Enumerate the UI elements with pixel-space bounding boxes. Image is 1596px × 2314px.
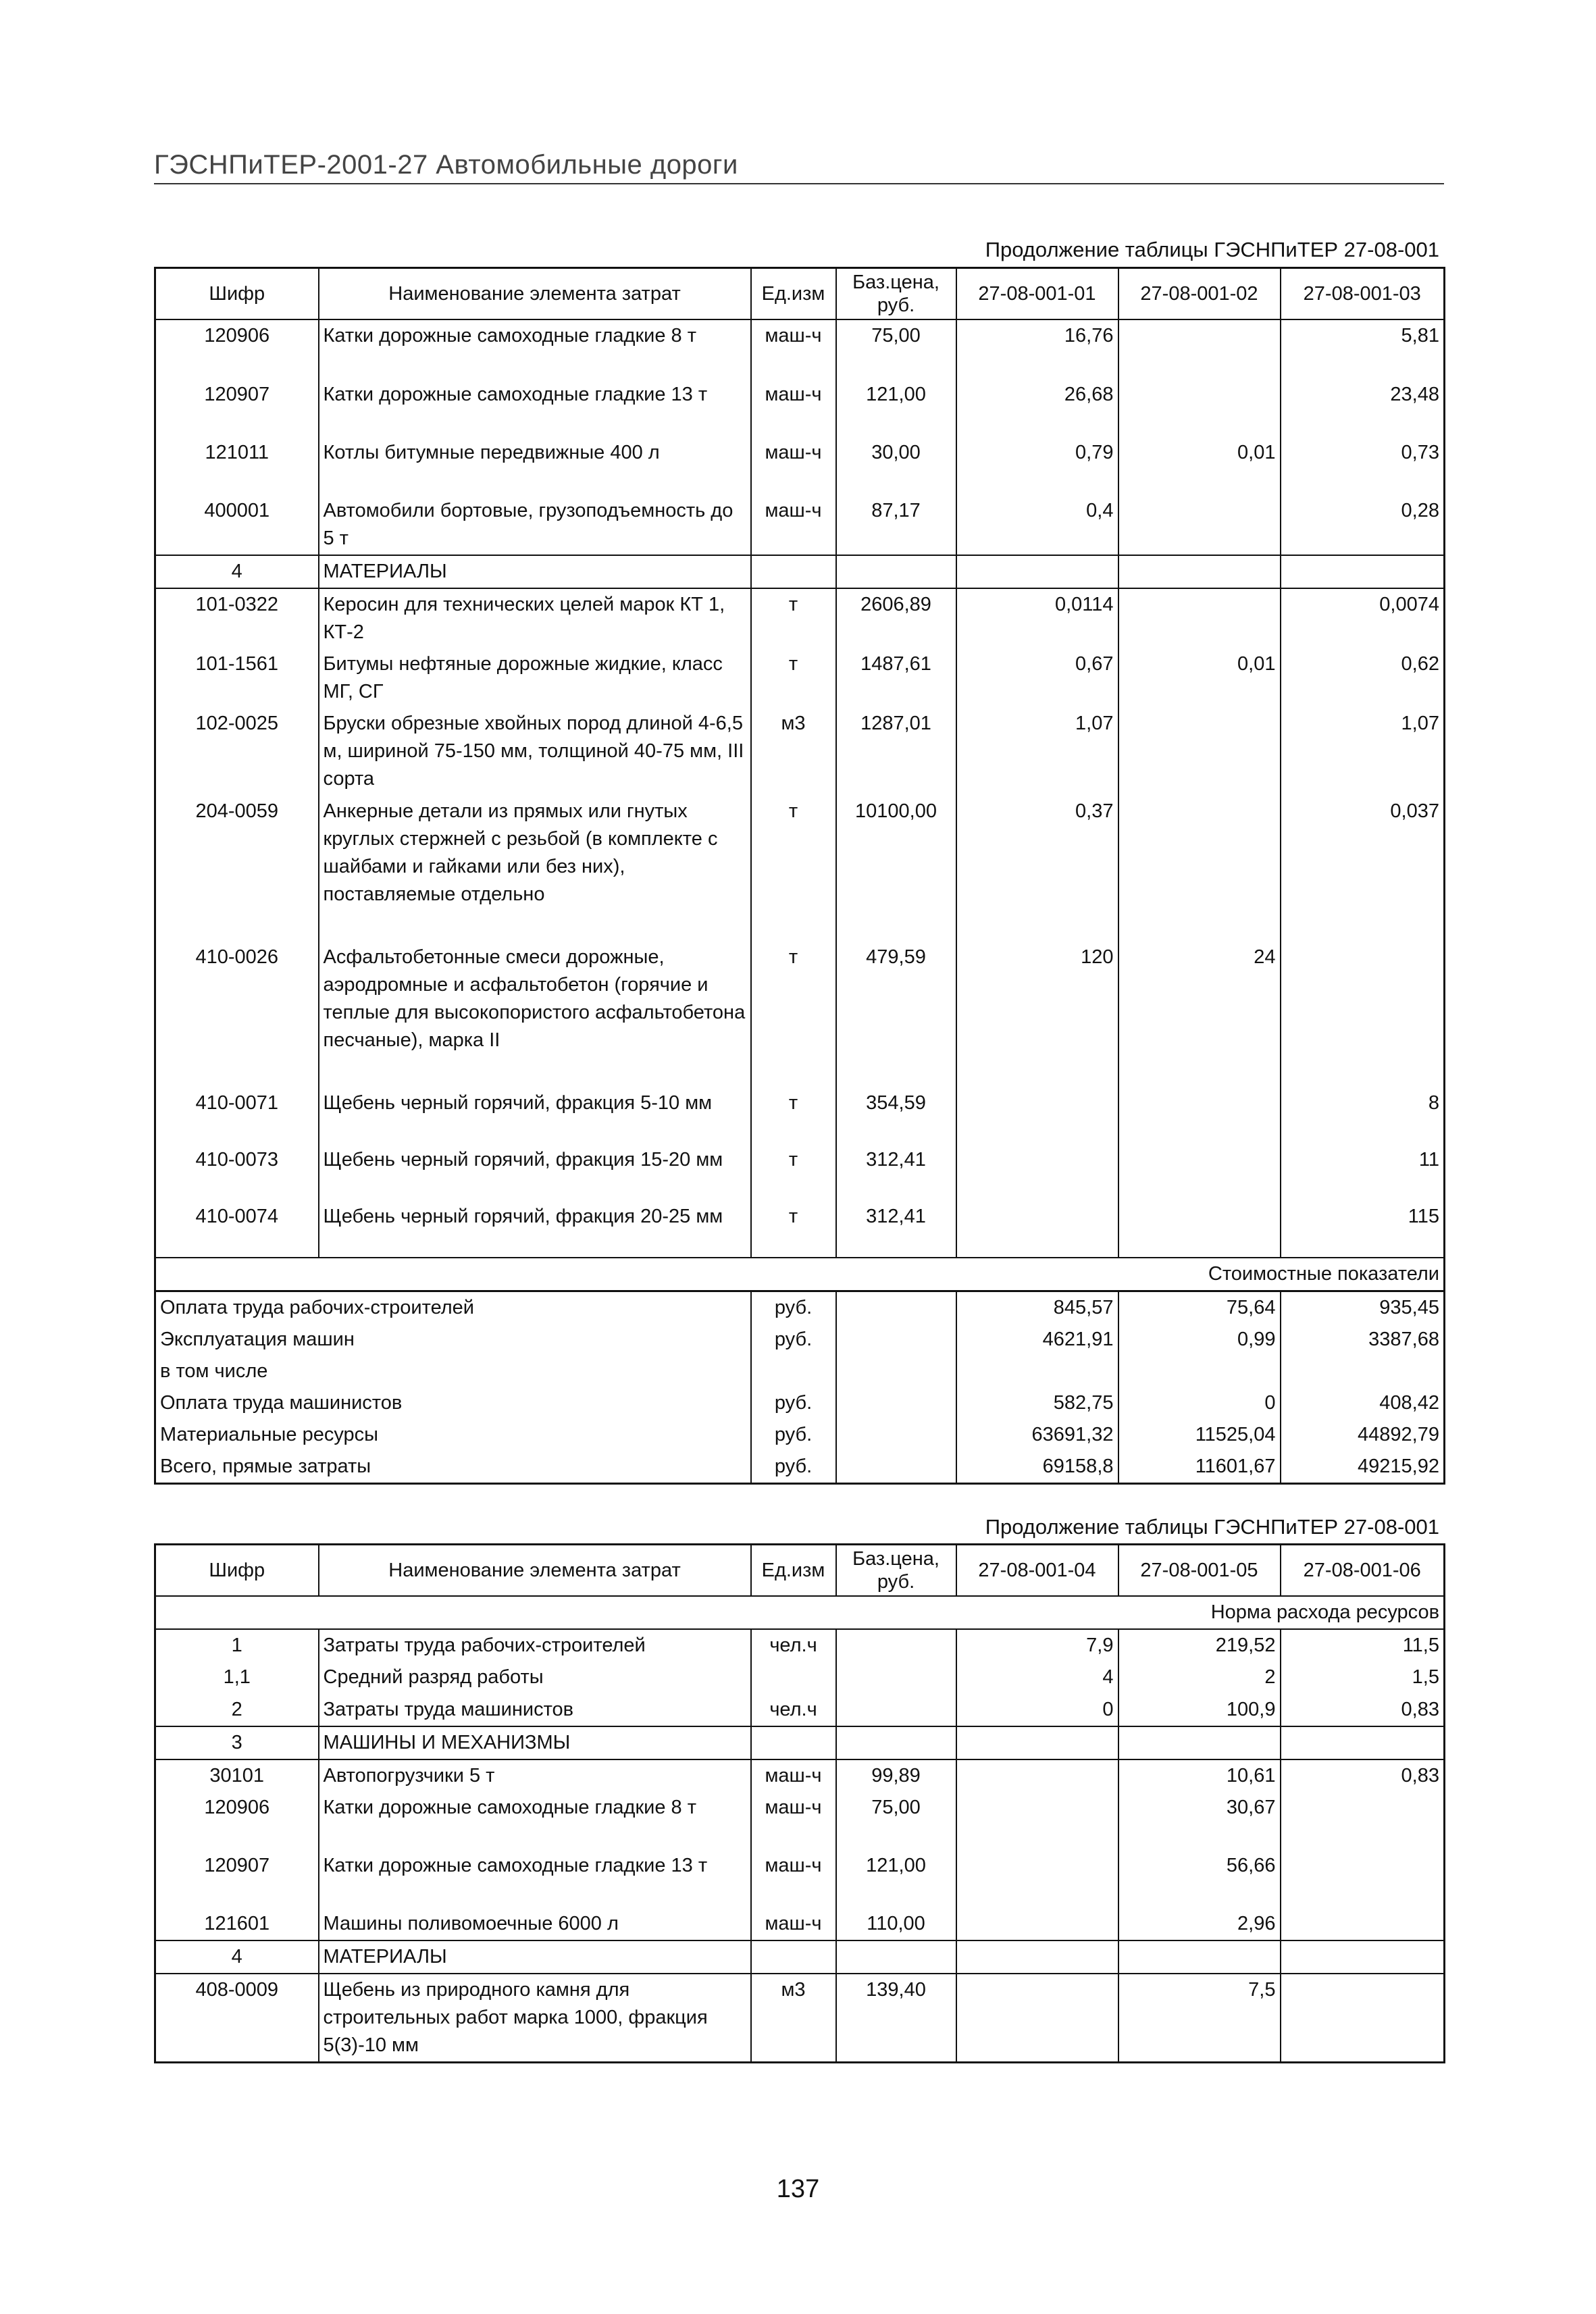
cell-unit: маш-ч [751,1850,836,1908]
cell-name: Катки дорожные самоходные гладкие 8 т [319,319,751,379]
table-row [155,379,1445,437]
cell-name: Катки дорожные самоходные гладкие 13 т [319,379,751,437]
cell-value: 8 [1281,1087,1445,1144]
cell-unit: т [751,588,836,648]
summary-value: 11601,67 [1118,1451,1281,1484]
cell-value: 0,01 [1118,437,1281,495]
cell-value [1118,555,1281,588]
cell-unit: чел.ч [751,1629,836,1662]
cell-value: 1,07 [956,708,1118,796]
cell-name: Катки дорожные самоходные гладкие 8 т [319,1792,751,1850]
col-header-norm-2: 27-08-001-02 [1118,268,1281,320]
cell-name: Керосин для технических целей марок КТ 1, КТ-2 [319,588,751,648]
summary-unit: руб. [751,1291,836,1325]
cell-value: 0,67 [956,648,1118,708]
cell-price: 312,41 [836,1144,956,1201]
cell-code: 101-1561 [155,648,319,708]
cell-value: 16,76 [956,319,1118,379]
cell-price: 479,59 [836,942,956,1087]
cell-value [956,555,1118,588]
cell-name: МАТЕРИАЛЫ [319,555,751,588]
cell-unit: м3 [751,1974,836,2063]
cell-price: 1287,01 [836,708,956,796]
page-header: ГЭСНПиТЕР-2001-27 Автомобильные дороги [154,150,1444,184]
cell-code: 410-0026 [155,942,319,1087]
page-number: 137 [776,2175,820,2203]
table-row [155,1974,1445,2063]
cell-name: Затраты труда рабочих-строителей [319,1629,751,1662]
cell-price [836,1662,956,1694]
cell-unit: т [751,1201,836,1258]
cell-name: Битумы нефтяные дорожные жидкие, класс МГ, СГ [319,648,751,708]
cell-unit: маш-ч [751,495,836,555]
summary-value: 4621,91 [956,1324,1118,1356]
table-row [155,1908,1445,1940]
table-row [155,437,1445,495]
cell-name: Автопогрузчики 5 т [319,1759,751,1792]
table-row [155,796,1445,942]
summary-value: 408,42 [1281,1387,1445,1419]
cell-price: 354,59 [836,1087,956,1144]
cell-value [1118,379,1281,437]
cell-price [836,1726,956,1759]
cell-code: 4 [155,1940,319,1974]
cell-code: 102-0025 [155,708,319,796]
summary-label: Эксплуатация машин [155,1324,751,1356]
cell-code: 3 [155,1726,319,1759]
cell-price [836,555,956,588]
cell-name: МАШИНЫ И МЕХАНИЗМЫ [319,1726,751,1759]
cell-value: 0,37 [956,796,1118,942]
table-row [155,1940,1445,1974]
cell-value: 100,9 [1118,1694,1281,1726]
cell-value [956,1908,1118,1940]
cell-unit: маш-ч [751,437,836,495]
cell-value [1118,495,1281,555]
cell-code: 30101 [155,1759,319,1792]
table-row [155,648,1445,708]
cell-value [1281,1792,1445,1850]
summary-value [1281,1356,1445,1387]
cell-value [1118,796,1281,942]
cell-unit: т [751,648,836,708]
cell-unit: т [751,942,836,1087]
table1-summary [155,1291,1445,1484]
summary-value: 75,64 [1118,1291,1281,1325]
table-row [155,319,1445,379]
summary-value: 582,75 [956,1387,1118,1419]
cell-code: 120907 [155,379,319,437]
cell-value [956,1940,1118,1974]
summary-value: 0 [1118,1387,1281,1419]
cell-price: 10100,00 [836,796,956,942]
table1-caption: Продолжение таблицы ГЭСНПиТЕР 27-08-001 [985,238,1439,261]
cell-price: 312,41 [836,1201,956,1258]
cell-value [956,1144,1118,1201]
cell-price [836,1940,956,1974]
col-header-norm-4: 27-08-001-04 [956,1545,1118,1597]
cell-value: 56,66 [1118,1850,1281,1908]
summary-value: 11525,04 [1118,1419,1281,1451]
cell-code: 101-0322 [155,588,319,648]
col-header-price: Баз.цена, руб. [836,1545,956,1597]
cell-value: 0,83 [1281,1694,1445,1726]
cell-value: 2,96 [1118,1908,1281,1940]
cell-code: 121601 [155,1908,319,1940]
cell-value [1281,1940,1445,1974]
cell-value: 0,037 [1281,796,1445,942]
cell-value [1118,708,1281,796]
table-row [155,708,1445,796]
summary-blank [836,1291,956,1325]
cell-name: Щебень черный горячий, фракция 5-10 мм [319,1087,751,1144]
table-row [155,555,1445,588]
cell-unit [751,1662,836,1694]
cell-value: 219,52 [1118,1629,1281,1662]
table1-header-row [155,268,1445,320]
cell-value [1118,1940,1281,1974]
cell-unit: т [751,796,836,942]
cell-value: 7,5 [1118,1974,1281,2063]
cell-value [1281,555,1445,588]
summary-row [155,1419,1445,1451]
cell-value: 0,28 [1281,495,1445,555]
cell-code: 120906 [155,1792,319,1850]
cell-price: 121,00 [836,379,956,437]
resource-table-1 [154,267,1445,1485]
summary-blank [836,1419,956,1451]
cell-value [1118,1726,1281,1759]
table2-caption: Продолжение таблицы ГЭСНПиТЕР 27-08-001 [985,1515,1439,1539]
cell-code: 204-0059 [155,796,319,942]
cell-value: 11,5 [1281,1629,1445,1662]
cell-unit: маш-ч [751,379,836,437]
summary-value [1118,1356,1281,1387]
summary-label: Оплата труда машинистов [155,1387,751,1419]
summary-blank [836,1324,956,1356]
summary-unit: руб. [751,1419,836,1451]
cell-unit: т [751,1144,836,1201]
cell-unit: маш-ч [751,1792,836,1850]
cell-price: 139,40 [836,1974,956,2063]
cell-value [956,1974,1118,2063]
cell-value [956,1201,1118,1258]
table-row [155,1726,1445,1759]
col-header-code: Шифр [155,268,319,320]
cell-code: 120906 [155,319,319,379]
cell-value [1281,1908,1445,1940]
cell-value: 7,9 [956,1629,1118,1662]
cell-code: 1 [155,1629,319,1662]
cell-unit: маш-ч [751,319,836,379]
table-row [155,1629,1445,1662]
cell-price: 1487,61 [836,648,956,708]
cell-unit: т [751,1087,836,1144]
summary-blank [836,1387,956,1419]
summary-unit: руб. [751,1387,836,1419]
summary-row [155,1291,1445,1325]
cell-value: 0,62 [1281,648,1445,708]
cell-value: 23,48 [1281,379,1445,437]
cell-name: Катки дорожные самоходные гладкие 13 т [319,1850,751,1908]
summary-label: Материальные ресурсы [155,1419,751,1451]
resource-table-2 [154,1543,1445,2063]
cell-code: 1,1 [155,1662,319,1694]
cell-name: Щебень черный горячий, фракция 20-25 мм [319,1201,751,1258]
cell-code: 410-0073 [155,1144,319,1201]
cell-code: 400001 [155,495,319,555]
cell-price: 121,00 [836,1850,956,1908]
cell-name: Котлы битумные передвижные 400 л [319,437,751,495]
cell-price: 2606,89 [836,588,956,648]
cell-name: МАТЕРИАЛЫ [319,1940,751,1974]
cell-price: 75,00 [836,319,956,379]
summary-value: 935,45 [1281,1291,1445,1325]
summary-row [155,1356,1445,1387]
cell-unit [751,1726,836,1759]
cell-code: 410-0074 [155,1201,319,1258]
cell-value: 26,68 [956,379,1118,437]
cell-unit [751,1940,836,1974]
cell-unit [751,555,836,588]
cell-value [956,1726,1118,1759]
summary-blank [836,1356,956,1387]
cell-value: 0,0074 [1281,588,1445,648]
summary-value: 69158,8 [956,1451,1118,1484]
col-header-code: Шифр [155,1545,319,1597]
cell-value: 2 [1118,1662,1281,1694]
cell-name: Затраты труда машинистов [319,1694,751,1726]
table1-body [155,319,1445,1258]
cell-name: Асфальтобетонные смеси дорожные, аэродромные и асфальтобетон (горячие и теплые для высокопористого асфальтобетона песчаные), марка II [319,942,751,1087]
table-row [155,1662,1445,1694]
summary-row [155,1324,1445,1356]
summary-label: в том числе [155,1356,751,1387]
cell-value: 4 [956,1662,1118,1694]
cell-name: Автомобили бортовые, грузоподъемность до 5 т [319,495,751,555]
table2-body [155,1629,1445,2063]
cell-value [956,1759,1118,1792]
cell-value [1118,1144,1281,1201]
summary-value: 845,57 [956,1291,1118,1325]
table-row [155,495,1445,555]
cell-price: 30,00 [836,437,956,495]
cell-unit: м3 [751,708,836,796]
cost-indicators-label: Стоимостные показатели [155,1258,1445,1291]
col-header-norm-6: 27-08-001-06 [1281,1545,1445,1597]
summary-value: 0,99 [1118,1324,1281,1356]
table-row [155,1759,1445,1792]
cell-value [956,1792,1118,1850]
cell-value: 11 [1281,1144,1445,1201]
cell-code: 4 [155,555,319,588]
summary-unit: руб. [751,1324,836,1356]
cell-value: 120 [956,942,1118,1087]
cell-price: 110,00 [836,1908,956,1940]
table-row [155,1087,1445,1144]
cell-value: 0 [956,1694,1118,1726]
summary-value: 63691,32 [956,1419,1118,1451]
table2-header-row [155,1545,1445,1597]
col-header-norm-1: 27-08-001-01 [956,268,1118,320]
summary-value [956,1356,1118,1387]
table-row [155,1792,1445,1850]
cell-value: 0,4 [956,495,1118,555]
col-header-name: Наименование элемента затрат [319,268,751,320]
table-row [155,1201,1445,1258]
summary-row [155,1451,1445,1484]
cell-value: 115 [1281,1201,1445,1258]
cell-name: Щебень из природного камня для строительных работ марка 1000, фракция 5(3)-10 мм [319,1974,751,2063]
cell-unit: маш-ч [751,1759,836,1792]
col-header-unit: Ед.изм [751,268,836,320]
col-header-unit: Ед.изм [751,1545,836,1597]
cell-code: 410-0071 [155,1087,319,1144]
cell-value: 0,01 [1118,648,1281,708]
cell-value [1118,1087,1281,1144]
cell-price: 75,00 [836,1792,956,1850]
summary-row [155,1387,1445,1419]
cell-unit: маш-ч [751,1908,836,1940]
cell-price: 99,89 [836,1759,956,1792]
cell-price [836,1694,956,1726]
col-header-price: Баз.цена, руб. [836,268,956,320]
col-header-norm-3: 27-08-001-03 [1281,268,1445,320]
cell-value [956,1850,1118,1908]
cell-name: Щебень черный горячий, фракция 15-20 мм [319,1144,751,1201]
cell-value: 0,79 [956,437,1118,495]
table2-band-row [155,1596,1445,1629]
cell-value [1281,1726,1445,1759]
cell-value [1118,1201,1281,1258]
cell-name: Машины поливомоечные 6000 л [319,1908,751,1940]
cell-value: 0,83 [1281,1759,1445,1792]
col-header-name: Наименование элемента затрат [319,1545,751,1597]
table-row [155,588,1445,648]
summary-unit: руб. [751,1451,836,1484]
table-row [155,942,1445,1087]
table-row [155,1694,1445,1726]
cell-code: 120907 [155,1850,319,1908]
cell-value: 10,61 [1118,1759,1281,1792]
cell-value: 30,67 [1118,1792,1281,1850]
cell-value: 1,5 [1281,1662,1445,1694]
summary-unit [751,1356,836,1387]
cell-value: 24 [1118,942,1281,1087]
cell-name: Бруски обрезные хвойных пород длиной 4-6,5 м, шириной 75-150 мм, толщиной 40-75 мм, III сорта [319,708,751,796]
cell-value [956,1087,1118,1144]
cell-price [836,1629,956,1662]
summary-value: 49215,92 [1281,1451,1445,1484]
summary-label: Всего, прямые затраты [155,1451,751,1484]
resource-norm-label: Норма расхода ресурсов [155,1596,1445,1629]
cell-unit: чел.ч [751,1694,836,1726]
cell-value [1118,319,1281,379]
cell-value: 5,81 [1281,319,1445,379]
cell-price: 87,17 [836,495,956,555]
cell-code: 2 [155,1694,319,1726]
summary-blank [836,1451,956,1484]
cell-value [1118,588,1281,648]
summary-value: 44892,79 [1281,1419,1445,1451]
cell-value [1281,1974,1445,2063]
table1-band-row [155,1258,1445,1291]
cell-name: Анкерные детали из прямых или гнутых круглых стержней с резьбой (в комплекте с шайбами и гайками или без них), поставляемые отдельно [319,796,751,942]
cell-value: 1,07 [1281,708,1445,796]
cell-name: Средний разряд работы [319,1662,751,1694]
cell-code: 408-0009 [155,1974,319,2063]
cell-value: 0,73 [1281,437,1445,495]
summary-value: 3387,68 [1281,1324,1445,1356]
table-row [155,1850,1445,1908]
col-header-norm-5: 27-08-001-05 [1118,1545,1281,1597]
table-row [155,1144,1445,1201]
summary-label: Оплата труда рабочих-строителей [155,1291,751,1325]
cell-value: 0,0114 [956,588,1118,648]
cell-value [1281,942,1445,1087]
cell-value [1281,1850,1445,1908]
cell-code: 121011 [155,437,319,495]
